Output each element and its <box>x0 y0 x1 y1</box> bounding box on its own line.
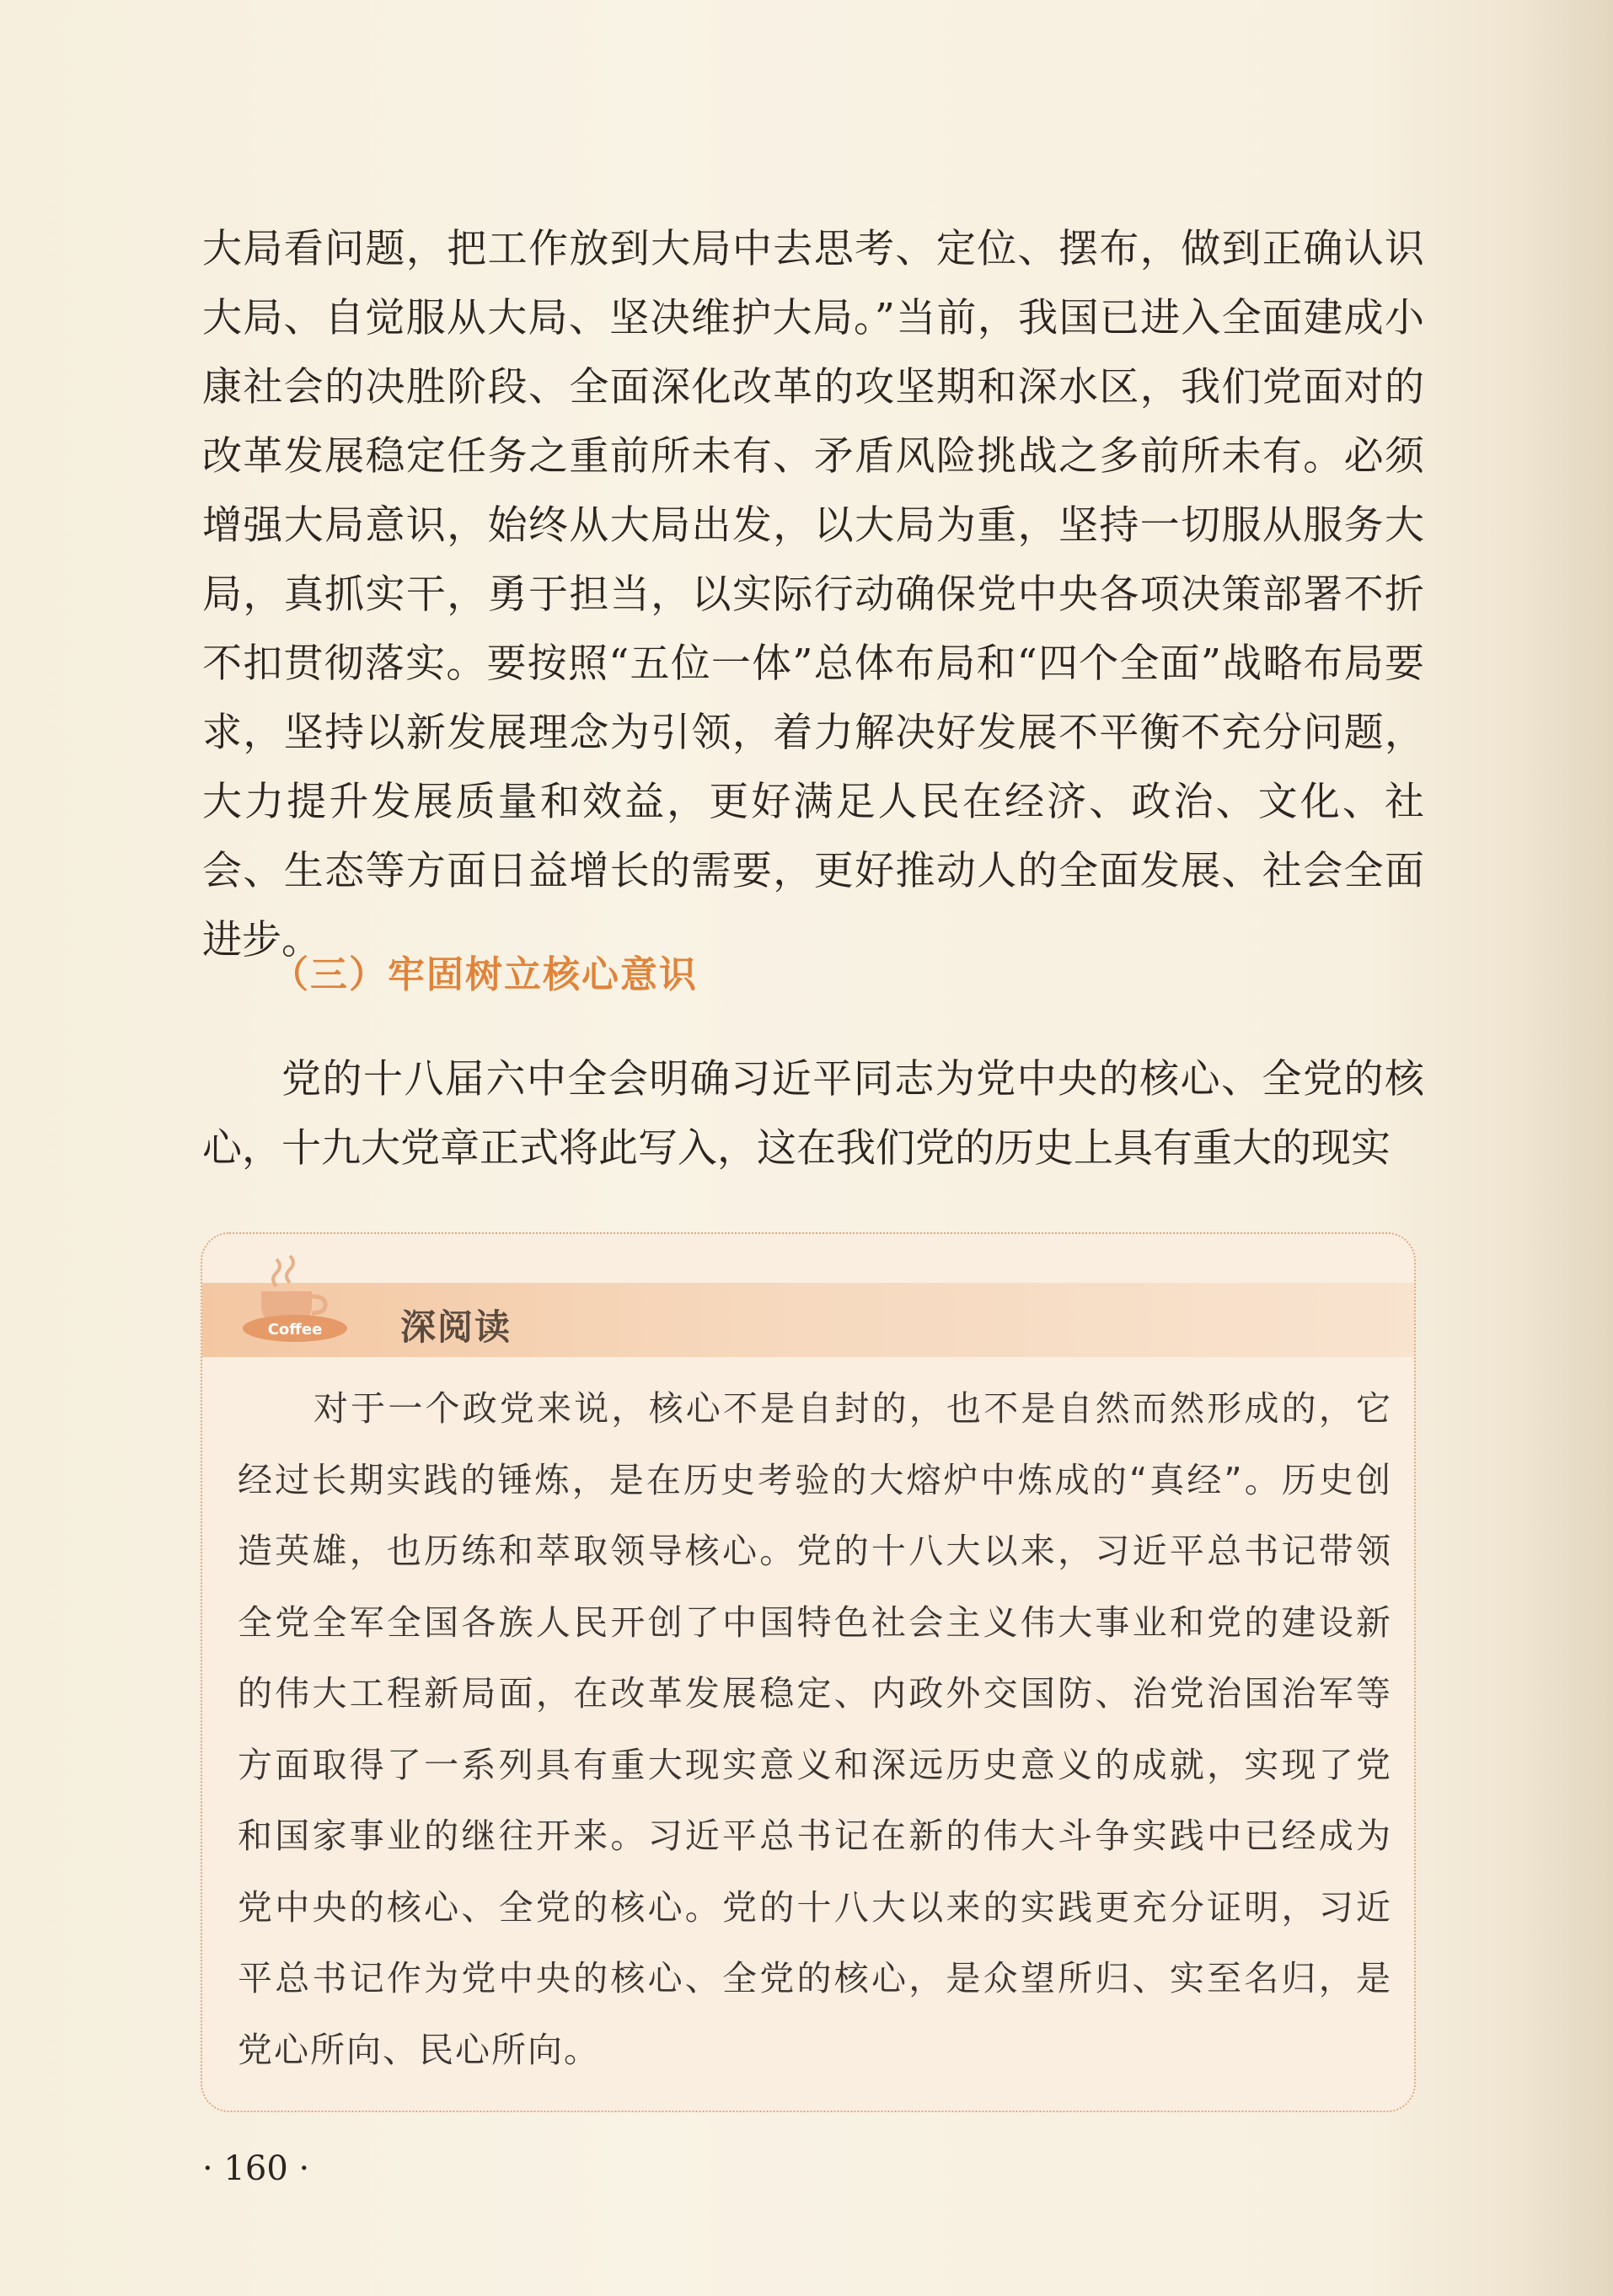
box-title: 深阅读 <box>400 1306 512 1348</box>
section-heading: （三）牢固树立核心意识 <box>271 953 698 996</box>
body-paragraph-2 <box>202 1045 1424 1183</box>
page-number: · 160 · <box>202 2149 310 2188</box>
coffee-label: Coffee <box>267 1321 323 1338</box>
box-paragraph: 对于一个政党来说，核心不是自封的，也不是自然而然形成的，它经过长期实践的锤炼，是在历史考验的大熔炉中炼成的“真经”。历史创造英雄，也历练和萃取领导核心。党的十八大以来，习近平总书记带领全党全军全国各族人民开创了中国特色社会主义伟大事业和党的建设新的伟大工程新局面，在改革发展稳定、内政外交国防、治党治国治军等方面取得了一系列具有重大现实意义和深远历史意义的成就，实现了党和国家事业的继往开来。习近平总书记在新的伟大斗争实践中已经成为党中央的核心、全党的核心。党的十八大以来的实践更充分证明，习近平总书记作为党中央的核心、全党的核心，是众望所归、实至名归，是党心所向、民心所向。 <box>238 1388 1392 2070</box>
body-paragraph-1 <box>202 215 1424 975</box>
coffee-cup-icon <box>236 1253 354 1345</box>
paragraph-text: 党的十八届六中全会明确习近平同志为党中央的核心、全党的核心，十九大党章正式将此写入，这在我们党的历史上具有重大的现实 <box>202 1056 1424 1172</box>
box-title-banner <box>202 1283 1414 1357</box>
paragraph-text: 大局看问题，把工作放到大局中去思考、定位、摆布，做到正确认识大局、自觉服从大局、坚决维护大局。”当前，我国已进入全面建成小康社会的决胜阶段、全面深化改革的攻坚期和深水区，我们党面对的改革发展稳定任务之重前所未有、矛盾风险挑战之多前所未有。必须增强大局意识，始终从大局出发，以大局为重，坚持一切服从服务大局，真抓实干，勇于担当，以实际行动确保党中央各项决策部署不折不扣贯彻落实。要按照“五位一体”总体布局和“四个全面”战略布局要求，坚持以新发展理念为引领，着力解决好发展不平衡不充分问题，大力提升发展质量和效益，更好满足人民在经济、政治、文化、社会、生态等方面日益增长的需要，更好推动人的全面发展、社会全面进步。 <box>202 226 1424 963</box>
box-body-text <box>238 1373 1392 2085</box>
deep-reading-box <box>201 1232 1416 2112</box>
